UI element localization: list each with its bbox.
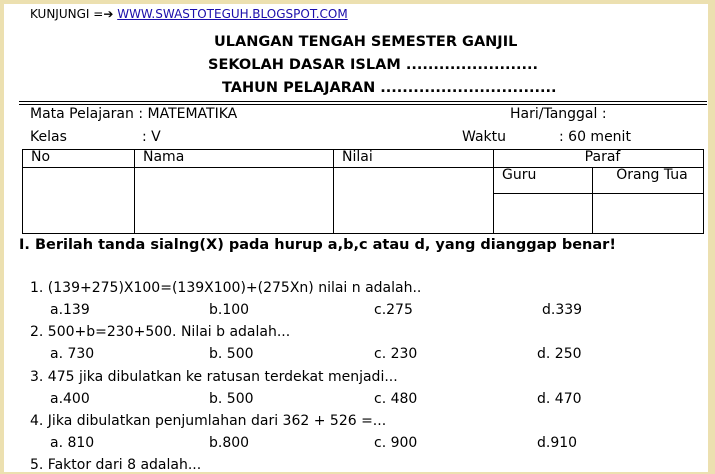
option-b: b.800: [209, 435, 250, 451]
academic-year-line: TAHUN PELAJARAN ................................: [222, 80, 557, 96]
instruction-text: I. Berilah tanda sialng(X) pada hurup a,b,c atau d, yang dianggap benar!: [19, 237, 616, 253]
class-value: : V: [142, 129, 161, 145]
header-divider-top: [19, 101, 707, 102]
score-header: Nilai: [334, 150, 494, 168]
school-name-line: SEKOLAH DASAR ISLAM ........................: [208, 57, 539, 73]
visit-label: KUNJUNGI =: [30, 7, 104, 21]
worksheet-page: [4, 4, 708, 472]
day-date-label: Hari/Tanggal :: [510, 106, 607, 122]
option-a: a. 810: [50, 435, 95, 451]
parent-header: Orang Tua: [593, 168, 704, 194]
header-divider-bottom: [19, 104, 707, 105]
question-text: 3. 475 jika dibulatkan ke ratusan terdekat menjadi...: [30, 369, 398, 385]
arrow-icon: ➔: [103, 7, 114, 21]
option-b: b. 500: [209, 346, 254, 362]
option-c: c.275: [374, 302, 413, 318]
option-d: d.339: [542, 302, 583, 318]
blog-link[interactable]: WWW.SWASTOTEGUH.BLOGSPOT.COM: [117, 7, 348, 21]
option-d: d. 250: [537, 346, 582, 362]
time-label: Waktu: [462, 129, 506, 145]
parent-sign-cell: [593, 194, 704, 234]
question-text: 5. Faktor dari 8 adalah...: [30, 457, 202, 472]
option-a: a. 730: [50, 346, 95, 362]
time-value: : 60 menit: [559, 129, 631, 145]
no-cell: [23, 168, 135, 234]
option-d: d.910: [537, 435, 578, 451]
class-label: Kelas: [30, 129, 67, 145]
option-b: b. 500: [209, 391, 254, 407]
name-cell: [135, 168, 334, 234]
sign-header: Paraf: [494, 150, 704, 168]
exam-title: ULANGAN TENGAH SEMESTER GANJIL: [214, 34, 518, 50]
option-c: c. 900: [374, 435, 418, 451]
visit-line: [30, 7, 348, 21]
question-text: 1. (139+275)X100=(139X100)+(275Xn) nilai n adalah..: [30, 280, 422, 296]
subject-label: Mata Pelajaran : MATEMATIKA: [30, 106, 238, 122]
no-header: No: [23, 150, 135, 168]
teacher-header: Guru: [494, 168, 593, 194]
name-header: Nama: [135, 150, 334, 168]
question-text: 2. 500+b=230+500. Nilai b adalah...: [30, 324, 291, 340]
option-a: a.139: [50, 302, 90, 318]
question-text: 4. Jika dibulatkan penjumlahan dari 362 + 526 =...: [30, 413, 387, 429]
student-info-table: [22, 149, 704, 234]
option-c: c. 480: [374, 391, 418, 407]
score-cell: [334, 168, 494, 234]
option-d: d. 470: [537, 391, 582, 407]
teacher-sign-cell: [494, 194, 593, 234]
option-c: c. 230: [374, 346, 418, 362]
option-a: a.400: [50, 391, 90, 407]
option-b: b.100: [209, 302, 250, 318]
